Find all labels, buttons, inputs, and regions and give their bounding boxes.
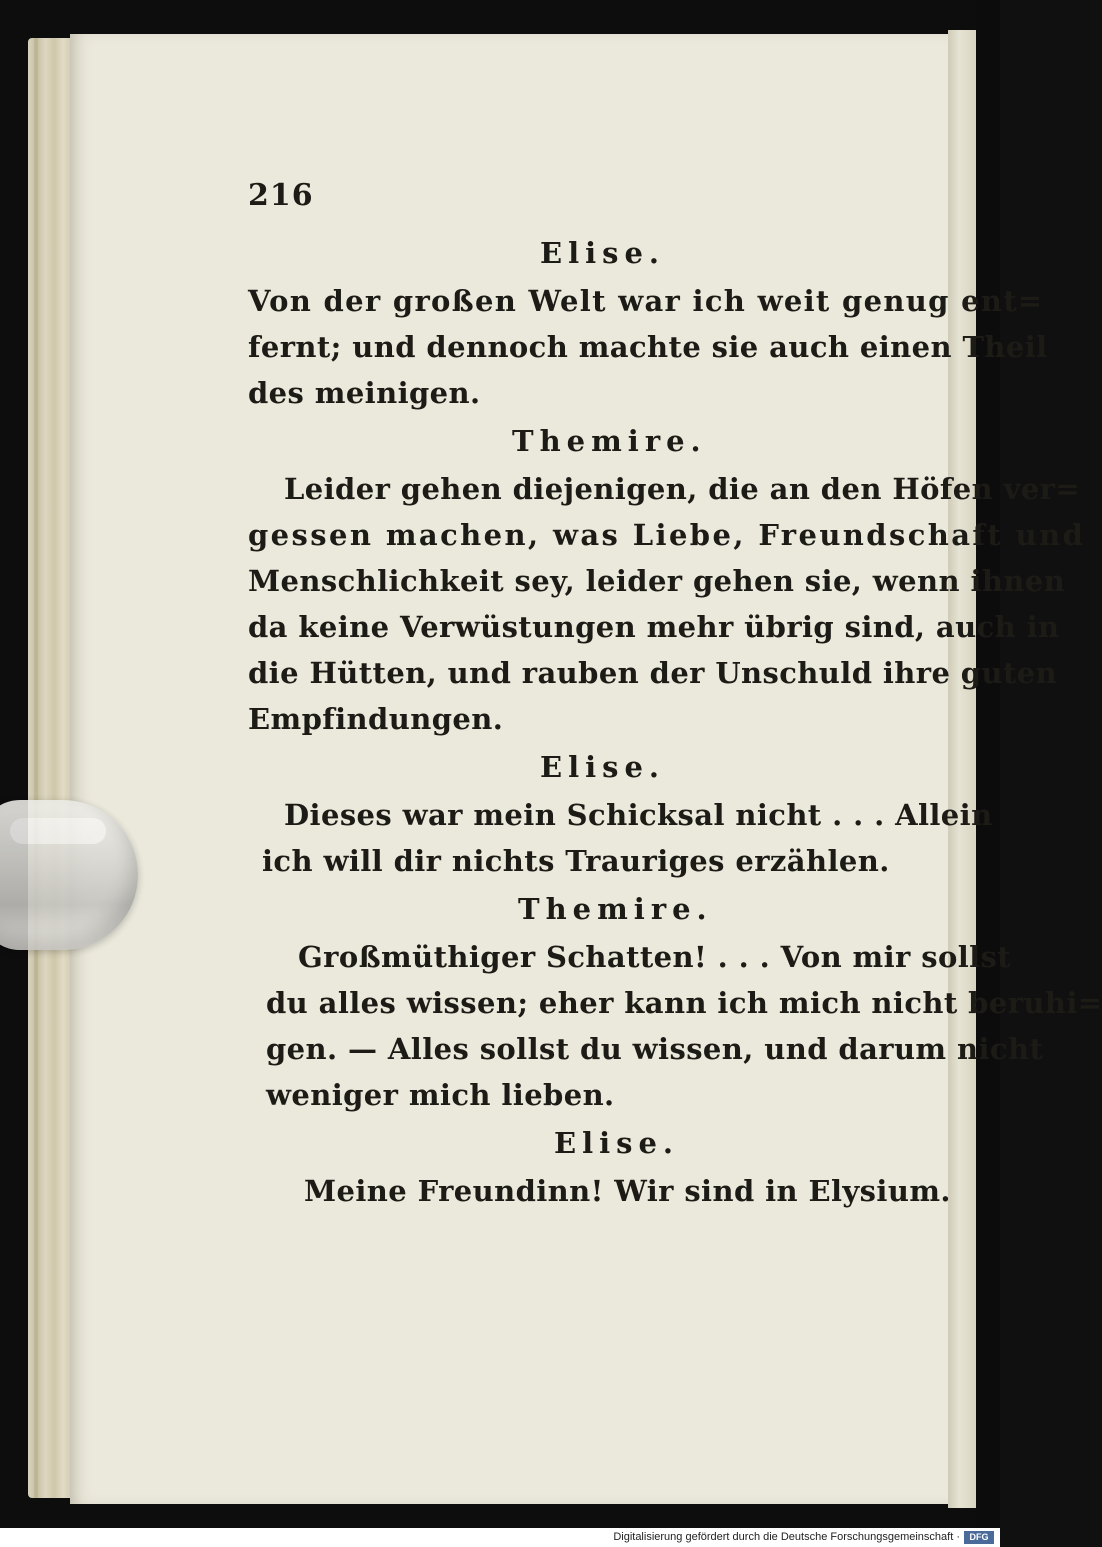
dfg-logo: DFG: [964, 1531, 994, 1544]
text-line: da keine Verwüstungen mehr übrig sind, auch in: [248, 610, 1060, 644]
text-line: Von der großen Welt war ich weit genug ent=: [248, 284, 1044, 318]
footer-bar: [0, 1528, 1000, 1547]
text-line: Großmüthiger Schatten! . . . Von mir sollst: [298, 940, 1012, 974]
funding-credit: Digitalisierung gefördert durch die Deutsche Forschungsgemeinschaft ·: [613, 1531, 960, 1543]
text-line: Meine Freundinn! Wir sind in Elysium.: [304, 1174, 951, 1208]
speaker-heading: Elise.: [554, 1126, 680, 1160]
speaker-heading: Themire.: [512, 424, 707, 458]
text-line: ich will dir nichts Trauriges erzählen.: [262, 844, 890, 878]
facing-page-edge: [948, 30, 976, 1508]
text-line: Dieses war mein Schicksal nicht . . . Allein: [284, 798, 993, 832]
page-edges: [28, 38, 72, 1498]
book-page: [70, 34, 950, 1504]
speaker-heading: Themire.: [518, 892, 713, 926]
text-line: Empfindungen.: [248, 702, 504, 736]
text-line: du alles wissen; eher kann ich mich nicht beruhi=: [266, 986, 1102, 1020]
text-line: weniger mich lieben.: [266, 1078, 615, 1112]
text-line: fernt; und dennoch machte sie auch einen Theil: [248, 330, 1048, 364]
text-line: Leider gehen diejenigen, die an den Höfen ver=: [284, 472, 1081, 506]
text-line: Menschlichkeit sey, leider gehen sie, wenn ihnen: [248, 564, 1066, 598]
text-line: gen. — Alles sollst du wissen, und darum nicht: [266, 1032, 1044, 1066]
speaker-heading: Elise.: [540, 750, 666, 784]
text-line: gessen machen, was Liebe, Freundschaft und: [248, 518, 1086, 552]
text-line: des meinigen.: [248, 376, 481, 410]
text-line: die Hütten, und rauben der Unschuld ihre guten: [248, 656, 1058, 690]
scan-background: [976, 0, 1000, 1528]
speaker-heading: Elise.: [540, 236, 666, 270]
page-number: 216: [248, 178, 314, 213]
